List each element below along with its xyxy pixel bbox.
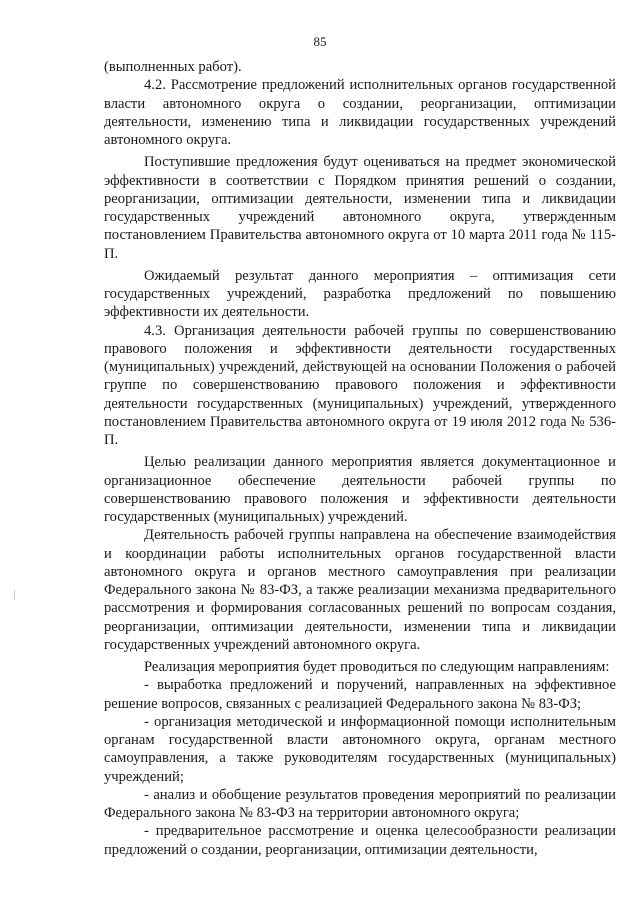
list-item-proposals: - выработка предложений и поручений, направленных на эффективное решение вопросов, связанных с реализацией Федерального закона № 83-ФЗ;: [104, 677, 616, 712]
list-item-preliminary-review: - предварительное рассмотрение и оценка целесообразности реализации предложений о создании, реорганизации, оптимизации деятельности,: [104, 823, 616, 858]
paragraph-proposals-evaluation: Поступившие предложения будут оцениваться на предмет экономической эффективности в соответствии с Порядком принятия решений о создании, реорганизации, оптимизации деятельности, изменении типа и ликвидации государственных учреждений автономного округа, утвержденным постановлением Правительства автономного округа от 10 марта 2011 года № 115-П.: [104, 154, 616, 262]
page-number: 85: [313, 34, 327, 49]
document-body: [104, 58, 616, 859]
paragraph-continuation: (выполненных работ).: [104, 59, 242, 75]
paragraph-working-group-activity: Деятельность рабочей группы направлена на обеспечение взаимодействия и координации работы исполнительных органов государственной власти автономного округа и органов местного самоуправления при реализации Федерального закона № 83-ФЗ, а также реализации механизма предварительного рассмотрения и формирования согласованных решений по вопросам создания, реорганизации, оптимизации деятельности, изменении типа и ликвидации государственных учреждений автономного округа.: [104, 527, 616, 653]
margin-mark: [14, 590, 15, 600]
paragraph-section-4-3: 4.3. Организация деятельности рабочей группы по совершенствованию правового положения и эффективности деятельности государственных (муниципальных) учреждений, действующей на основании Положения о рабочей группе по совершенствованию правового положения и эффективности деятельности государственных (муниципальных) учреждений, утвержденного постановлением Правительства автономного округа от 19 июля 2012 года № 536-П.: [104, 322, 616, 448]
paragraph-goal: Целью реализации данного мероприятия является документационное и организационное обеспечение деятельности рабочей группы по совершенствованию правового положения и эффективности деятельности государственных (муниципальных) учреждений.: [104, 454, 616, 525]
list-item-methodical-help: - организация методической и информационной помощи исполнительным органам государственной власти автономного округа, органам местного самоуправления, а также руководителям государственных (муниципальных) учреждений;: [104, 713, 616, 785]
paragraph-expected-result: Ожидаемый результат данного мероприятия – оптимизация сети государственных учреждений, разработка предложений по повышению эффективности их деятельности.: [104, 267, 616, 321]
paragraph-section-4-2: 4.2. Рассмотрение предложений исполнительных органов государственной власти автономного округа о создании, реорганизации, оптимизации деятельности, изменению типа и ликвидации государственных учреждений автономного округа.: [104, 77, 616, 148]
list-item-analysis: - анализ и обобщение результатов проведения мероприятий по реализации Федерального закона № 83-ФЗ на территории автономного округа;: [104, 786, 616, 821]
paragraph-directions-intro: Реализация мероприятия будет проводиться по следующим направлениям:: [144, 659, 610, 675]
